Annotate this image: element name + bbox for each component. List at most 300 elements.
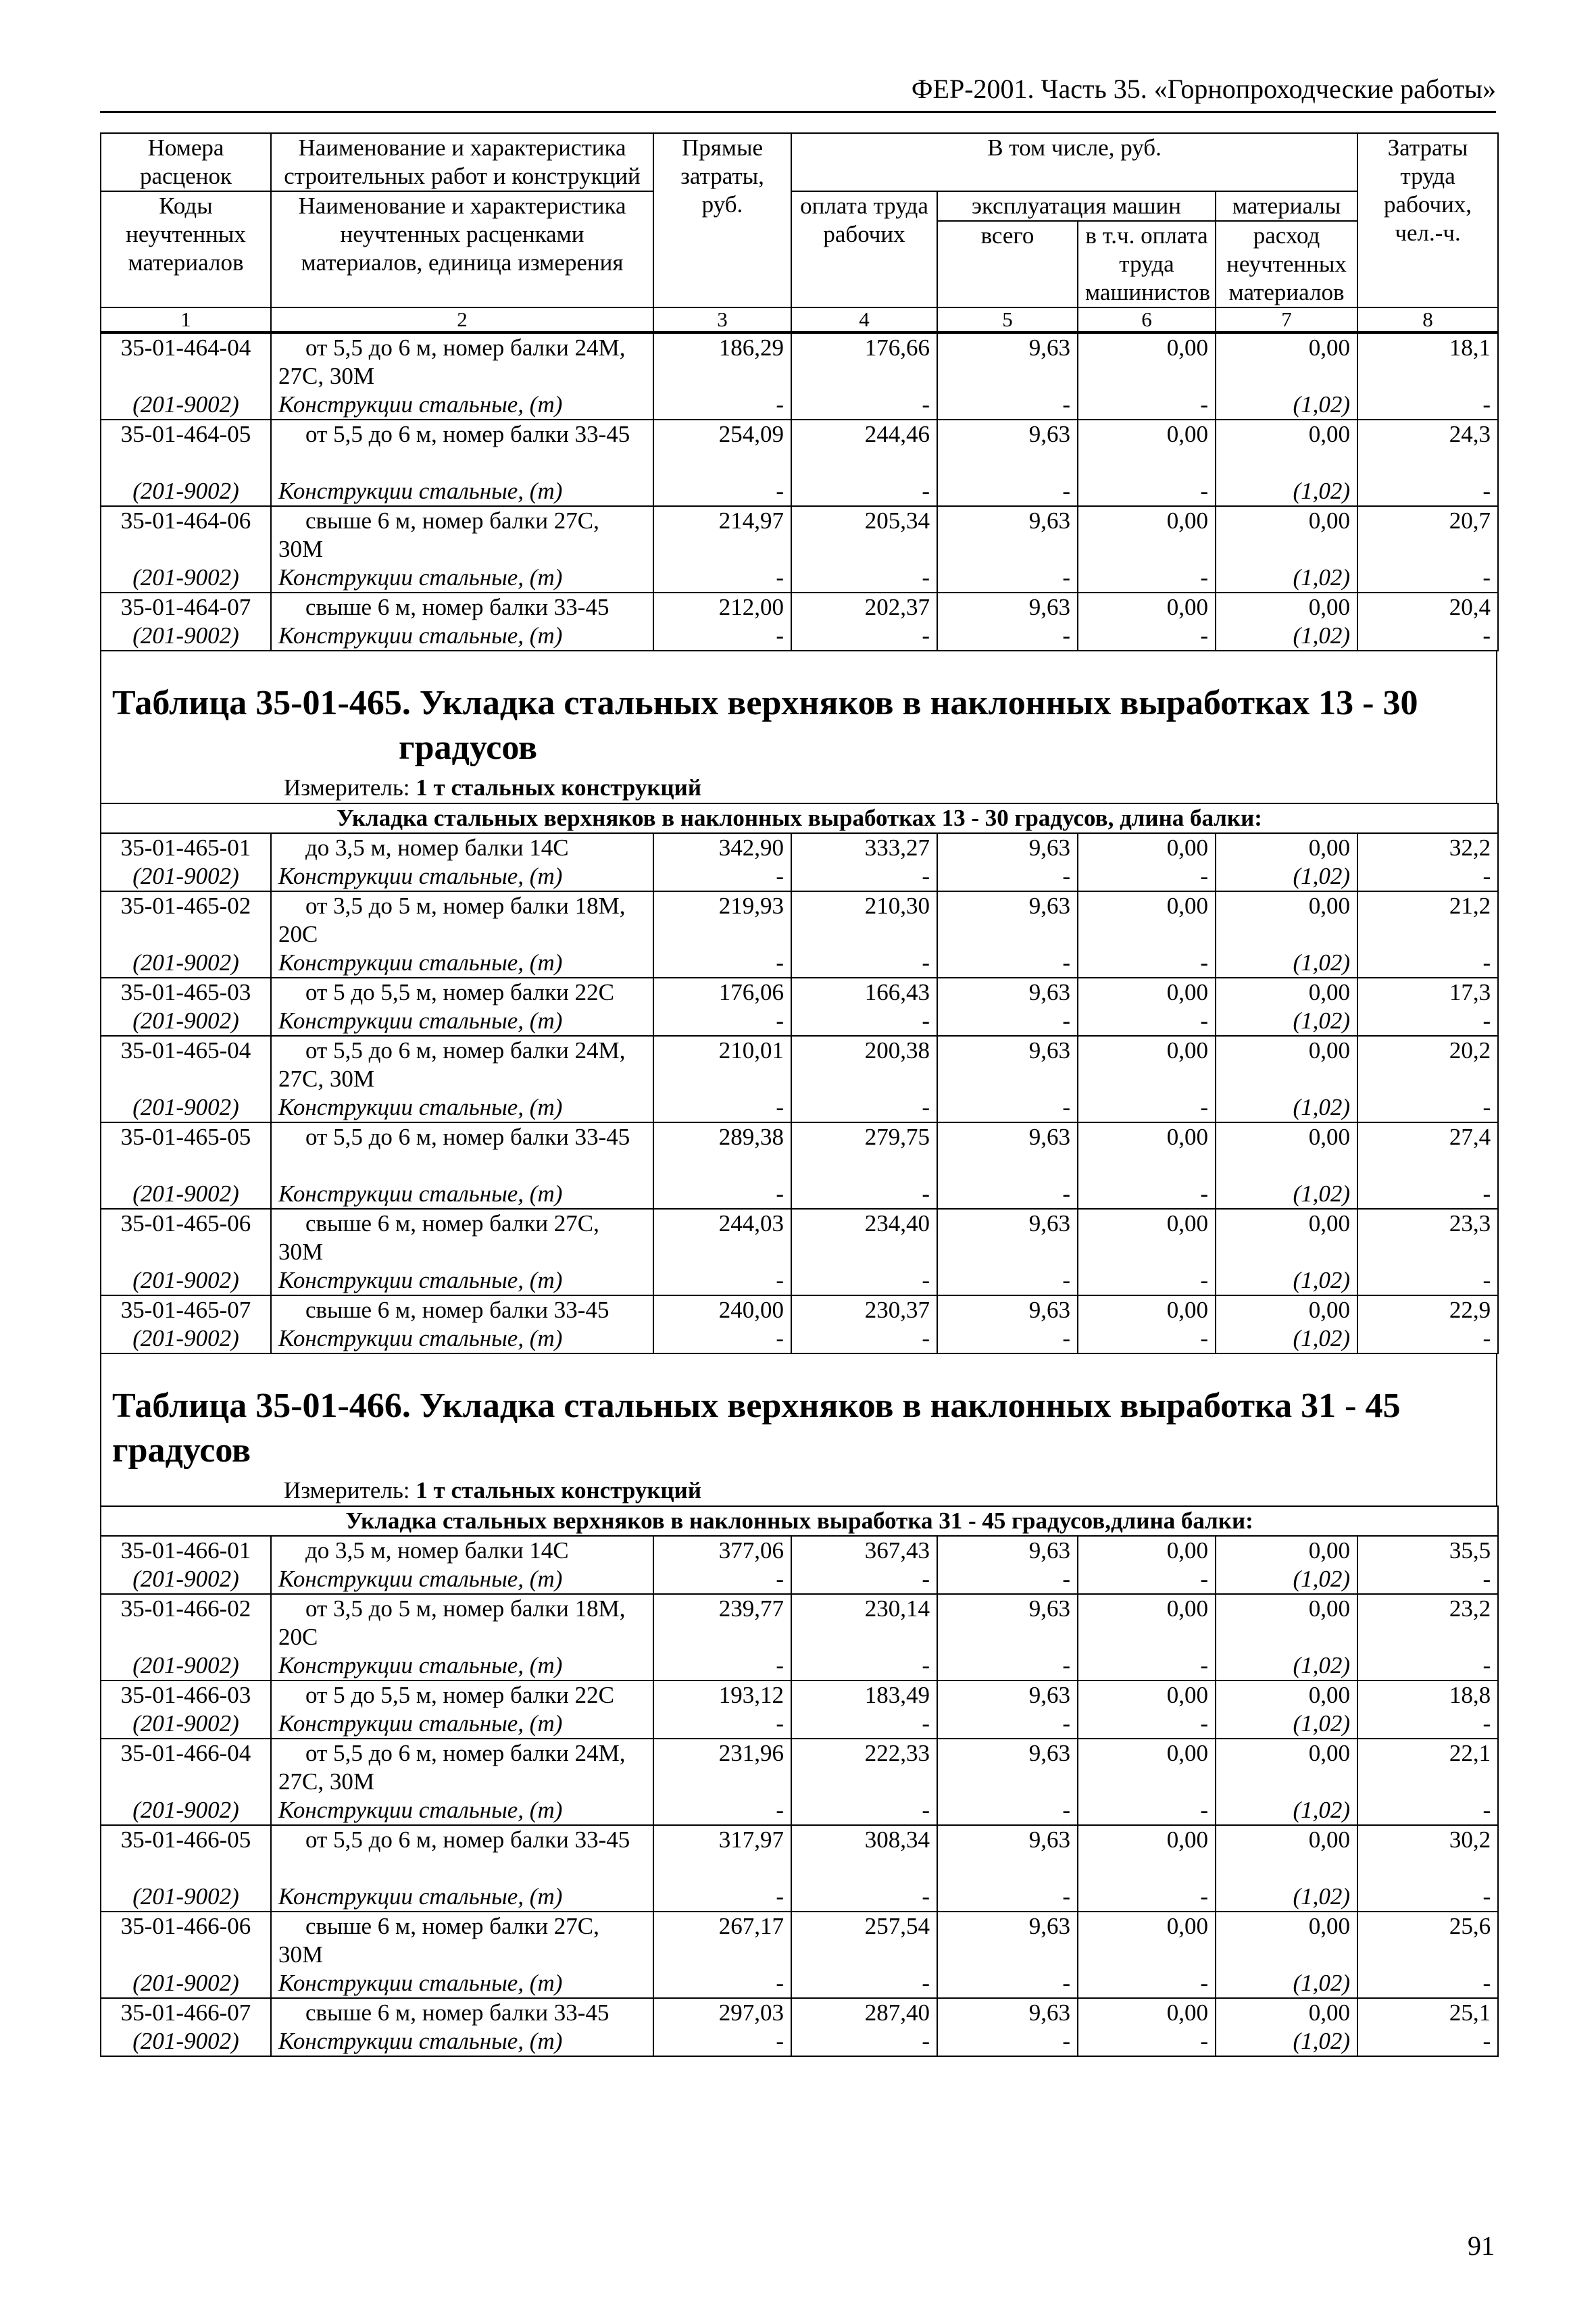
material-name: Конструкции стальные, (т) — [271, 862, 653, 891]
dash: - — [937, 391, 1078, 420]
material-name: Конструкции стальные, (т) — [271, 391, 653, 420]
dash: - — [1078, 949, 1216, 978]
machine-cost: 9,63 — [937, 1536, 1078, 1565]
labor-hours: 22,1 — [1357, 1739, 1498, 1796]
page-number: 91 — [1468, 2231, 1495, 2261]
work-name-text: свыше 6 м, номер балки 27С, 30М — [278, 507, 599, 562]
material-row — [101, 1969, 1498, 1998]
material-cost: 0,00 — [1216, 1209, 1357, 1266]
labor-cost: 367,43 — [791, 1536, 937, 1565]
rate-code: 35-01-466-03 — [101, 1681, 271, 1710]
material-name: Конструкции стальные, (т) — [271, 1710, 653, 1739]
material-qty: (1,02) — [1216, 862, 1357, 891]
machinist-labor-cost: 0,00 — [1078, 1912, 1216, 1969]
dash: - — [1357, 862, 1498, 891]
labor-cost: 176,66 — [791, 333, 937, 391]
material-row — [101, 862, 1498, 891]
material-row — [101, 564, 1498, 593]
work-name-text: от 5,5 до 6 м, номер балки 24М, 27С, 30М — [278, 1037, 626, 1092]
work-name-text: свыше 6 м, номер балки 33-45 — [305, 1999, 609, 2026]
dash: - — [937, 1651, 1078, 1681]
dash: - — [791, 862, 937, 891]
rate-code: 35-01-466-02 — [101, 1594, 271, 1651]
dash: - — [653, 622, 791, 651]
dash: - — [937, 1796, 1078, 1825]
meter-label: Измеритель: — [284, 1477, 410, 1503]
material-code: (201-9002) — [101, 622, 271, 651]
price-table — [100, 132, 1497, 2057]
material-cost: 0,00 — [1216, 1912, 1357, 1969]
table-row — [101, 1739, 1498, 1796]
table-row — [101, 1825, 1498, 1883]
labor-cost: 183,49 — [791, 1681, 937, 1710]
machine-cost: 9,63 — [937, 1036, 1078, 1093]
dash: - — [1357, 1710, 1498, 1739]
dash: - — [1078, 622, 1216, 651]
material-row — [101, 1651, 1498, 1681]
material-code: (201-9002) — [101, 1969, 271, 1998]
material-code: (201-9002) — [101, 1883, 271, 1912]
material-row — [101, 1565, 1498, 1594]
labor-hours: 20,7 — [1357, 506, 1498, 564]
material-code: (201-9002) — [101, 1093, 271, 1122]
material-qty: (1,02) — [1216, 564, 1357, 593]
dash: - — [791, 1651, 937, 1681]
material-code: (201-9002) — [101, 2027, 271, 2056]
dash: - — [653, 1007, 791, 1036]
dash: - — [791, 1710, 937, 1739]
dash: - — [1357, 1007, 1498, 1036]
work-name — [271, 891, 653, 949]
header-col1-bottom: Коды неучтенных материалов — [101, 191, 271, 307]
header-group-materials: материалы — [1216, 191, 1357, 221]
material-qty: (1,02) — [1216, 391, 1357, 420]
dash: - — [791, 1969, 937, 1998]
labor-cost: 279,75 — [791, 1122, 937, 1180]
work-name-text: от 5,5 до 6 м, номер балки 24М, 27С, 30М — [278, 1740, 626, 1795]
dash: - — [1357, 1180, 1498, 1209]
meter-label: Измеритель: — [284, 774, 410, 801]
direct-cost: 254,09 — [653, 420, 791, 477]
dash: - — [937, 622, 1078, 651]
machine-cost: 9,63 — [937, 1998, 1078, 2027]
dash: - — [653, 1180, 791, 1209]
labor-cost: 308,34 — [791, 1825, 937, 1883]
dash: - — [937, 1007, 1078, 1036]
work-name-text: от 5,5 до 6 м, номер балки 24М, 27С, 30М — [278, 334, 626, 389]
machine-cost: 9,63 — [937, 1122, 1078, 1180]
material-name: Конструкции стальные, (т) — [271, 1565, 653, 1594]
material-name: Конструкции стальные, (т) — [271, 1007, 653, 1036]
material-name: Конструкции стальные, (т) — [271, 1796, 653, 1825]
dash: - — [937, 2027, 1078, 2056]
dash: - — [1078, 2027, 1216, 2056]
dash: - — [1357, 1324, 1498, 1353]
table-row — [101, 1912, 1498, 1969]
machine-cost: 9,63 — [937, 1594, 1078, 1651]
machine-cost: 9,63 — [937, 1739, 1078, 1796]
top-rows — [100, 332, 1499, 651]
dash: - — [653, 1883, 791, 1912]
dash: - — [937, 1969, 1078, 1998]
header-number-7: 7 — [1216, 307, 1357, 332]
rate-code: 35-01-465-01 — [101, 833, 271, 862]
material-qty: (1,02) — [1216, 1266, 1357, 1295]
work-name — [271, 420, 653, 477]
direct-cost: 377,06 — [653, 1536, 791, 1565]
material-qty: (1,02) — [1216, 622, 1357, 651]
dash: - — [653, 1266, 791, 1295]
section-title-cont: градусов — [399, 728, 538, 767]
dash: - — [1078, 477, 1216, 506]
machinist-labor-cost: 0,00 — [1078, 1036, 1216, 1093]
rate-code: 35-01-465-03 — [101, 978, 271, 1007]
machine-cost: 9,63 — [937, 420, 1078, 477]
material-code: (201-9002) — [101, 564, 271, 593]
dash: - — [653, 2027, 791, 2056]
section-title: Таблица 35-01-465. Укладка стальных верхняков в наклонных выработках 13 - 30 — [112, 684, 1418, 722]
table-row — [101, 1594, 1498, 1651]
material-row — [101, 477, 1498, 506]
dash: - — [1078, 1180, 1216, 1209]
header-col4: оплата труда рабочих — [791, 191, 937, 307]
dash: - — [791, 622, 937, 651]
material-name: Конструкции стальные, (т) — [271, 949, 653, 978]
material-cost: 0,00 — [1216, 506, 1357, 564]
machinist-labor-cost: 0,00 — [1078, 978, 1216, 1007]
rate-code: 35-01-464-05 — [101, 420, 271, 477]
work-name — [271, 593, 653, 622]
labor-hours: 20,4 — [1357, 593, 1498, 622]
labor-cost: 230,14 — [791, 1594, 937, 1651]
table-row — [101, 593, 1498, 622]
dash: - — [1357, 1796, 1498, 1825]
dash: - — [937, 1883, 1078, 1912]
labor-cost: 205,34 — [791, 506, 937, 564]
material-cost: 0,00 — [1216, 1594, 1357, 1651]
work-name-text: свыше 6 м, номер балки 33-45 — [305, 594, 609, 620]
dash: - — [937, 862, 1078, 891]
material-code: (201-9002) — [101, 949, 271, 978]
material-code: (201-9002) — [101, 1710, 271, 1739]
dash: - — [1078, 1710, 1216, 1739]
dash: - — [1357, 949, 1498, 978]
labor-hours: 25,6 — [1357, 1912, 1498, 1969]
material-qty: (1,02) — [1216, 1007, 1357, 1036]
labor-cost: 210,30 — [791, 891, 937, 949]
work-name-text: от 3,5 до 5 м, номер балки 18М, 20С — [278, 1595, 626, 1650]
machinist-labor-cost: 0,00 — [1078, 1536, 1216, 1565]
table-row — [101, 333, 1498, 391]
work-name-text: от 5,5 до 6 м, номер балки 33-45 — [305, 421, 630, 447]
material-qty: (1,02) — [1216, 1969, 1357, 1998]
dash: - — [653, 391, 791, 420]
header-number-3: 3 — [653, 307, 791, 332]
work-name — [271, 1998, 653, 2027]
machinist-labor-cost: 0,00 — [1078, 1209, 1216, 1266]
work-name — [271, 1036, 653, 1093]
dash: - — [937, 1093, 1078, 1122]
direct-cost: 317,97 — [653, 1825, 791, 1883]
dash: - — [1357, 1565, 1498, 1594]
dash: - — [791, 564, 937, 593]
direct-cost: 239,77 — [653, 1594, 791, 1651]
material-qty: (1,02) — [1216, 1651, 1357, 1681]
direct-cost: 244,03 — [653, 1209, 791, 1266]
machine-cost: 9,63 — [937, 333, 1078, 391]
table-row — [101, 420, 1498, 477]
machinist-labor-cost: 0,00 — [1078, 1998, 1216, 2027]
rate-code: 35-01-466-04 — [101, 1739, 271, 1796]
work-name — [271, 1681, 653, 1710]
labor-cost: 287,40 — [791, 1998, 937, 2027]
table-row — [101, 833, 1498, 862]
rate-code: 35-01-464-04 — [101, 333, 271, 391]
work-name-text: свыше 6 м, номер балки 27С, 30М — [278, 1210, 599, 1265]
material-row — [101, 1324, 1498, 1353]
direct-cost: 219,93 — [653, 891, 791, 949]
table-row — [101, 506, 1498, 564]
material-code: (201-9002) — [101, 1796, 271, 1825]
material-code: (201-9002) — [101, 1266, 271, 1295]
work-name — [271, 333, 653, 391]
labor-hours: 18,8 — [1357, 1681, 1498, 1710]
material-row — [101, 1266, 1498, 1295]
machinist-labor-cost: 0,00 — [1078, 1681, 1216, 1710]
dash: - — [937, 1710, 1078, 1739]
section-block — [100, 1354, 1497, 1505]
header-number-6: 6 — [1078, 307, 1216, 332]
material-cost: 0,00 — [1216, 593, 1357, 622]
labor-hours: 23,2 — [1357, 1594, 1498, 1651]
table-row — [101, 978, 1498, 1007]
section-table — [100, 803, 1499, 1354]
rate-code: 35-01-465-02 — [101, 891, 271, 949]
machine-cost: 9,63 — [937, 978, 1078, 1007]
table-row — [101, 1998, 1498, 2027]
labor-hours: 35,5 — [1357, 1536, 1498, 1565]
dash: - — [653, 949, 791, 978]
work-name-text: от 5,5 до 6 м, номер балки 33-45 — [305, 1124, 630, 1150]
dash: - — [1357, 1266, 1498, 1295]
labor-cost: 333,27 — [791, 833, 937, 862]
dash: - — [1078, 1093, 1216, 1122]
material-row — [101, 1796, 1498, 1825]
header-number-4: 4 — [791, 307, 937, 332]
table-row — [101, 1681, 1498, 1710]
material-name: Конструкции стальные, (т) — [271, 1324, 653, 1353]
meter-value: 1 т стальных конструкций — [416, 774, 701, 801]
rate-code: 35-01-464-07 — [101, 593, 271, 622]
machinist-labor-cost: 0,00 — [1078, 593, 1216, 622]
material-code: (201-9002) — [101, 477, 271, 506]
header-col2-bottom: Наименование и характеристика неучтенных расценками материалов, единица измерения — [271, 191, 653, 307]
section-title: Таблица 35-01-466. Укладка стальных верхняков в наклонных выработка 31 - 45 градусов — [112, 1387, 1401, 1470]
dash: - — [791, 1324, 937, 1353]
direct-cost: 193,12 — [653, 1681, 791, 1710]
dash: - — [1078, 862, 1216, 891]
dash: - — [1357, 2027, 1498, 2056]
material-cost: 0,00 — [1216, 1036, 1357, 1093]
labor-hours: 18,1 — [1357, 333, 1498, 391]
header-col6: в т.ч. оплата труда машинистов — [1078, 221, 1216, 307]
material-cost: 0,00 — [1216, 833, 1357, 862]
material-cost: 0,00 — [1216, 978, 1357, 1007]
dash: - — [937, 564, 1078, 593]
dash: - — [1357, 564, 1498, 593]
material-code: (201-9002) — [101, 391, 271, 420]
header-group-including: В том числе, руб. — [791, 133, 1357, 191]
material-cost: 0,00 — [1216, 1998, 1357, 2027]
labor-hours: 23,3 — [1357, 1209, 1498, 1266]
labor-hours: 17,3 — [1357, 978, 1498, 1007]
material-cost: 0,00 — [1216, 1825, 1357, 1883]
material-code: (201-9002) — [101, 862, 271, 891]
machine-cost: 9,63 — [937, 1209, 1078, 1266]
material-row — [101, 1883, 1498, 1912]
dash: - — [1078, 1266, 1216, 1295]
machine-cost: 9,63 — [937, 1825, 1078, 1883]
labor-hours: 20,2 — [1357, 1036, 1498, 1093]
header-group-machines: эксплуатация машин — [937, 191, 1216, 221]
dash: - — [791, 391, 937, 420]
section-block — [100, 651, 1497, 803]
machinist-labor-cost: 0,00 — [1078, 1295, 1216, 1324]
machinist-labor-cost: 0,00 — [1078, 1122, 1216, 1180]
rate-code: 35-01-465-06 — [101, 1209, 271, 1266]
rate-code: 35-01-466-06 — [101, 1912, 271, 1969]
work-name-text: до 3,5 м, номер балки 14С — [305, 835, 569, 861]
material-code: (201-9002) — [101, 1180, 271, 1209]
material-cost: 0,00 — [1216, 1681, 1357, 1710]
dash: - — [1357, 477, 1498, 506]
work-name-text: от 5,5 до 6 м, номер балки 33-45 — [305, 1826, 630, 1853]
dash: - — [791, 1565, 937, 1594]
dash: - — [937, 1180, 1078, 1209]
rate-code: 35-01-465-05 — [101, 1122, 271, 1180]
table-row — [101, 1536, 1498, 1565]
material-cost: 0,00 — [1216, 1536, 1357, 1565]
work-name — [271, 978, 653, 1007]
dash: - — [791, 949, 937, 978]
dash: - — [937, 477, 1078, 506]
meter-line — [101, 1473, 1496, 1505]
direct-cost: 231,96 — [653, 1739, 791, 1796]
material-row — [101, 949, 1498, 978]
dash: - — [1357, 622, 1498, 651]
page-header: ФЕР-2001. Часть 35. «Горнопроходческие работы» — [100, 70, 1496, 113]
direct-cost: 267,17 — [653, 1912, 791, 1969]
labor-cost: 230,37 — [791, 1295, 937, 1324]
dash: - — [791, 1093, 937, 1122]
material-qty: (1,02) — [1216, 477, 1357, 506]
work-name-text: свыше 6 м, номер балки 27С, 30М — [278, 1913, 599, 1968]
work-name — [271, 1295, 653, 1324]
labor-hours: 25,1 — [1357, 1998, 1498, 2027]
work-name — [271, 1594, 653, 1651]
dash: - — [937, 1266, 1078, 1295]
dash: - — [1357, 1969, 1498, 1998]
dash: - — [937, 949, 1078, 978]
header-col2-top: Наименование и характеристика строительных работ и конструкций — [271, 133, 653, 191]
dash: - — [653, 862, 791, 891]
section-subtitle: Укладка стальных верхняков в наклонных выработках 13 - 30 градусов, длина балки: — [101, 803, 1498, 833]
dash: - — [1078, 1565, 1216, 1594]
dash: - — [1357, 1883, 1498, 1912]
work-name — [271, 833, 653, 862]
direct-cost: 186,29 — [653, 333, 791, 391]
material-code: (201-9002) — [101, 1324, 271, 1353]
machine-cost: 9,63 — [937, 1681, 1078, 1710]
material-name: Конструкции стальные, (т) — [271, 1093, 653, 1122]
labor-hours: 24,3 — [1357, 420, 1498, 477]
meter-line — [101, 770, 1496, 803]
machine-cost: 9,63 — [937, 1295, 1078, 1324]
machinist-labor-cost: 0,00 — [1078, 891, 1216, 949]
dash: - — [791, 477, 937, 506]
machinist-labor-cost: 0,00 — [1078, 1594, 1216, 1651]
rate-code: 35-01-465-07 — [101, 1295, 271, 1324]
labor-cost: 200,38 — [791, 1036, 937, 1093]
material-code: (201-9002) — [101, 1007, 271, 1036]
work-name — [271, 1209, 653, 1266]
labor-cost: 257,54 — [791, 1912, 937, 1969]
table-row — [101, 1122, 1498, 1180]
labor-hours: 21,2 — [1357, 891, 1498, 949]
work-name — [271, 506, 653, 564]
labor-hours: 32,2 — [1357, 833, 1498, 862]
dash: - — [653, 477, 791, 506]
material-cost: 0,00 — [1216, 891, 1357, 949]
rate-code: 35-01-466-01 — [101, 1536, 271, 1565]
material-row — [101, 2027, 1498, 2056]
labor-hours: 30,2 — [1357, 1825, 1498, 1883]
table-header — [100, 132, 1499, 332]
rate-code: 35-01-466-05 — [101, 1825, 271, 1883]
dash: - — [1357, 1093, 1498, 1122]
table-row — [101, 891, 1498, 949]
material-cost: 0,00 — [1216, 1122, 1357, 1180]
machine-cost: 9,63 — [937, 1912, 1078, 1969]
dash: - — [653, 1324, 791, 1353]
material-cost: 0,00 — [1216, 333, 1357, 391]
dash: - — [791, 1883, 937, 1912]
work-name — [271, 1912, 653, 1969]
work-name-text: до 3,5 м, номер балки 14С — [305, 1537, 569, 1564]
header-col1-top: Номера расценок — [101, 133, 271, 191]
dash: - — [1078, 1969, 1216, 1998]
material-row — [101, 622, 1498, 651]
labor-cost: 202,37 — [791, 593, 937, 622]
section-subtitle: Укладка стальных верхняков в наклонных выработка 31 - 45 градусов,длина балки: — [101, 1506, 1498, 1536]
machine-cost: 9,63 — [937, 833, 1078, 862]
dash: - — [791, 1266, 937, 1295]
material-name: Конструкции стальные, (т) — [271, 1883, 653, 1912]
dash: - — [653, 1565, 791, 1594]
dash: - — [1078, 564, 1216, 593]
machinist-labor-cost: 0,00 — [1078, 1825, 1216, 1883]
machine-cost: 9,63 — [937, 891, 1078, 949]
rate-code: 35-01-466-07 — [101, 1998, 271, 2027]
dash: - — [1078, 1651, 1216, 1681]
material-qty: (1,02) — [1216, 1565, 1357, 1594]
meter-value: 1 т стальных конструкций — [416, 1477, 701, 1503]
dash: - — [791, 1180, 937, 1209]
header-col8: Затраты труда рабочих, чел.-ч. — [1357, 133, 1498, 307]
dash: - — [1078, 1007, 1216, 1036]
direct-cost: 342,90 — [653, 833, 791, 862]
section-table — [100, 1505, 1499, 2057]
